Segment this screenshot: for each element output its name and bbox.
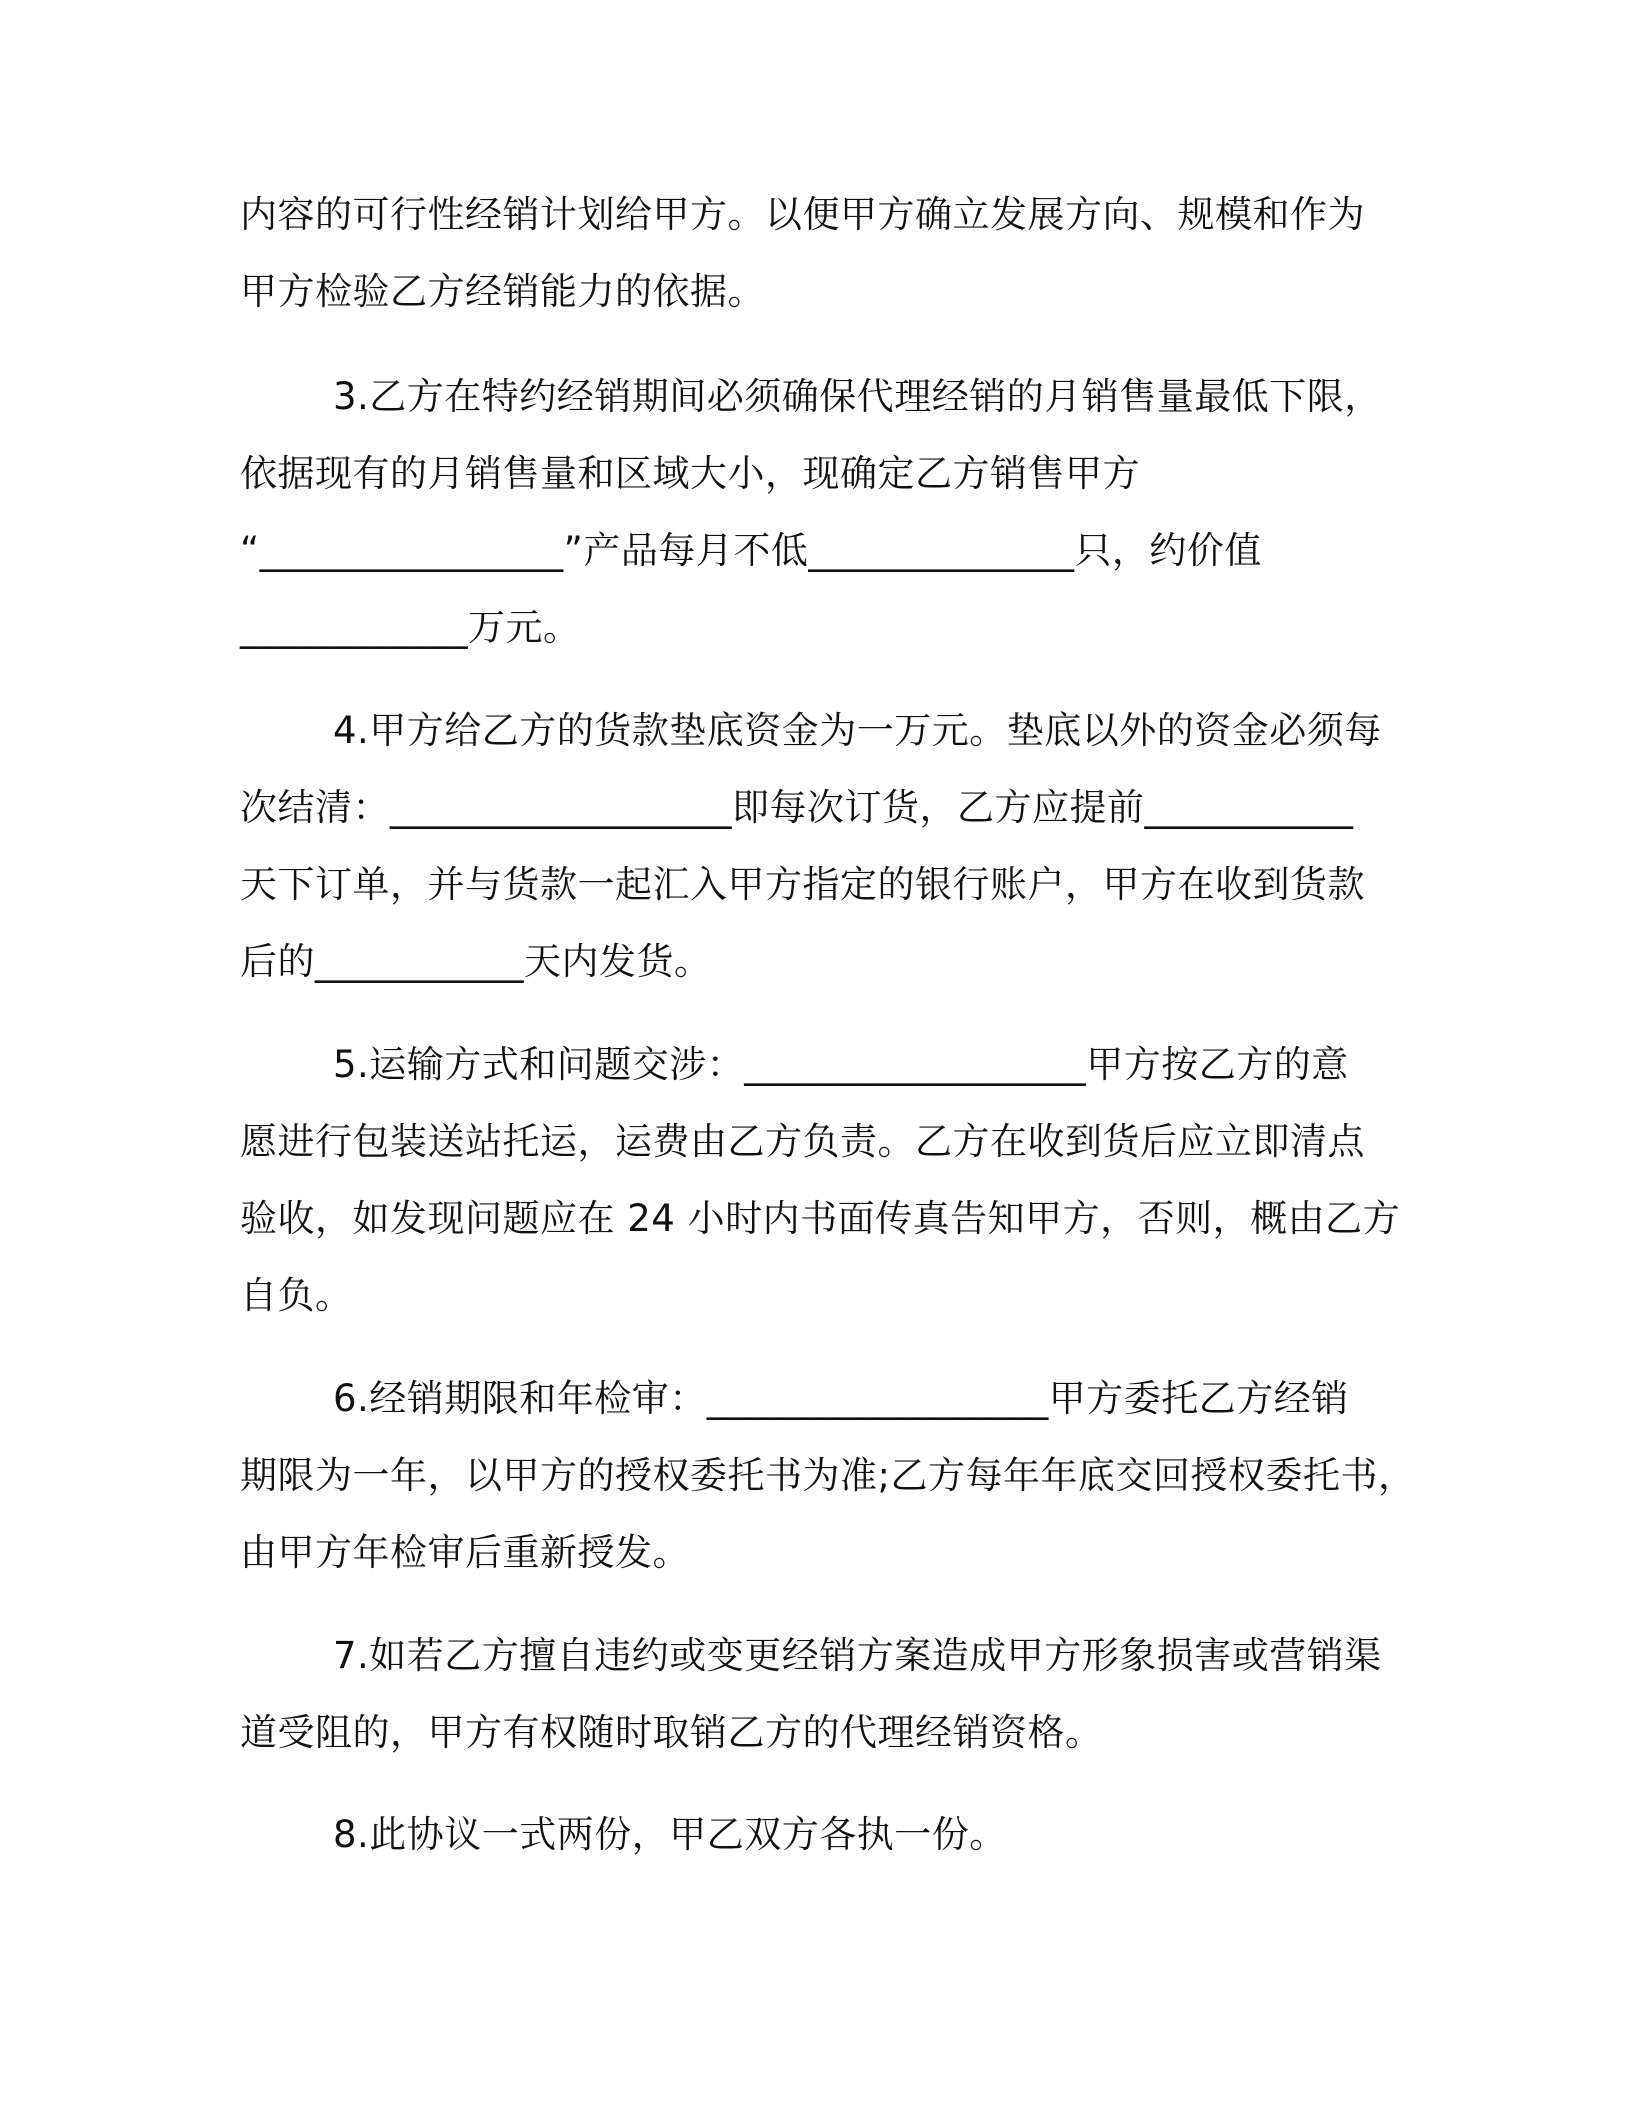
clause-3-line: “________________”产品每月不低______________只，约价值 — [240, 529, 1262, 572]
clause-3-line: ____________万元。 — [240, 606, 581, 649]
clause-5-line: 愿进行包装送站托运，运费由乙方负责。乙方在收到货后应立即清点 — [240, 1120, 1365, 1163]
clause-4-line: 次结清：__________________即每次订货，乙方应提前___________ — [240, 786, 1354, 829]
clause-6-line: 期限为一年，以甲方的授权委托书为准;乙方每年年底交回授权委托书， — [240, 1454, 1416, 1497]
paragraph-line: 内容的可行性经销计划给甲方。以便甲方确立发展方向、规模和作为 — [240, 193, 1365, 236]
paragraph-line: 甲方检验乙方经销能力的依据。 — [240, 270, 765, 313]
clause-7-line: 道受阻的，甲方有权随时取销乙方的代理经销资格。 — [240, 1711, 1103, 1754]
clause-5-line: 5.运输方式和问题交涉：__________________甲方按乙方的意 — [333, 1043, 1349, 1086]
clause-4-line: 天下订单，并与货款一起汇入甲方指定的银行账户，甲方在收到货款 — [240, 863, 1365, 906]
clause-7-line: 7.如若乙方擅自违约或变更经销方案造成甲方形象损害或营销渠 — [333, 1634, 1382, 1677]
clause-5-line: 自负。 — [240, 1274, 353, 1317]
clause-6-line: 6.经销期限和年检审：__________________甲方委托乙方经销 — [333, 1377, 1349, 1420]
clause-4-line: 4.甲方给乙方的货款垫底资金为一万元。垫底以外的资金必须每 — [333, 709, 1382, 752]
clause-5-line: 验收，如发现问题应在 24 小时内书面传真告知甲方，否则，概由乙方 — [240, 1197, 1401, 1240]
clause-4-line: 后的___________天内发货。 — [240, 940, 712, 983]
clause-3-line: 3.乙方在特约经销期间必须确保代理经销的月销售量最低下限， — [333, 375, 1382, 418]
clause-3-line: 依据现有的月销售量和区域大小，现确定乙方销售甲方 — [240, 452, 1140, 495]
clause-6-line: 由甲方年检审后重新授发。 — [240, 1531, 690, 1574]
clause-8-line: 8.此协议一式两份，甲乙双方各执一份。 — [333, 1813, 1007, 1856]
